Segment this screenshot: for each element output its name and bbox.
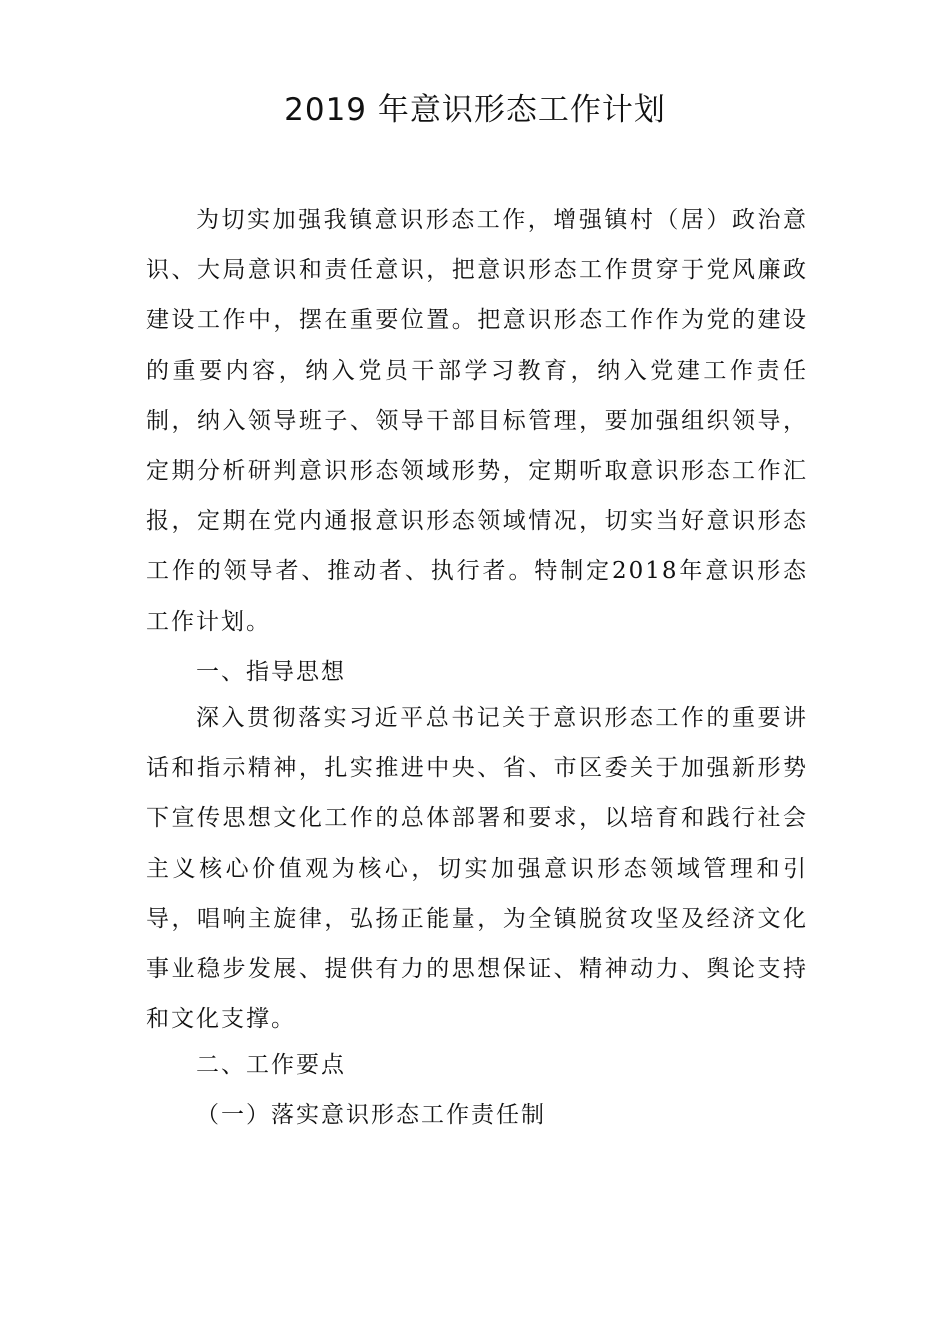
section-heading-work-points [146,1040,808,1090]
section-heading-guiding-ideology [146,647,808,697]
section-heading-text: 二、工作要点 [196,1052,346,1078]
paragraph-text: 深入贯彻落实习近平总书记关于意识形态工作的重要讲话和指示精神，扎实推进中央、省、市区委关于加强新形势下宣传思想文化工作的总体部署和要求，以培育和践行社会主义核心价值观为核心，切实加强意识形态领域管理和引导，唱响主旋律，弘扬正能量，为全镇脱贫攻坚及经济文化事业稳步发展、提供有力的思想保证、精神动力、舆论支持和文化支撑。 [146,705,808,1033]
document-title: 2019 年意识形态工作计划 [284,92,666,128]
paragraph-text: 为切实加强我镇意识形态工作，增强镇村（居）政治意识、大局意识和责任意识，把意识形态工作贯穿于党风廉政建设工作中，摆在重要位置。把意识形态工作作为党的建设的重要内容，纳入党员干部学习教育，纳入党建工作责任制，纳入领导班子、领导干部目标管理，要加强组织领导，定期分析研判意识形态领域形势，定期听取意识形态工作汇报，定期在党内通报意识形态领域情况，切实当好意识形态工作的领导者、推动者、执行者。特制定2018年意识形态工作计划。 [146,207,808,635]
subsection-heading-responsibility [146,1090,808,1140]
subsection-heading-text: （一）落实意识形态工作责任制 [196,1102,546,1128]
section-heading-text: 一、指导思想 [196,659,346,685]
paragraph-intro [146,195,808,647]
paragraph-guiding-ideology [146,693,808,1044]
